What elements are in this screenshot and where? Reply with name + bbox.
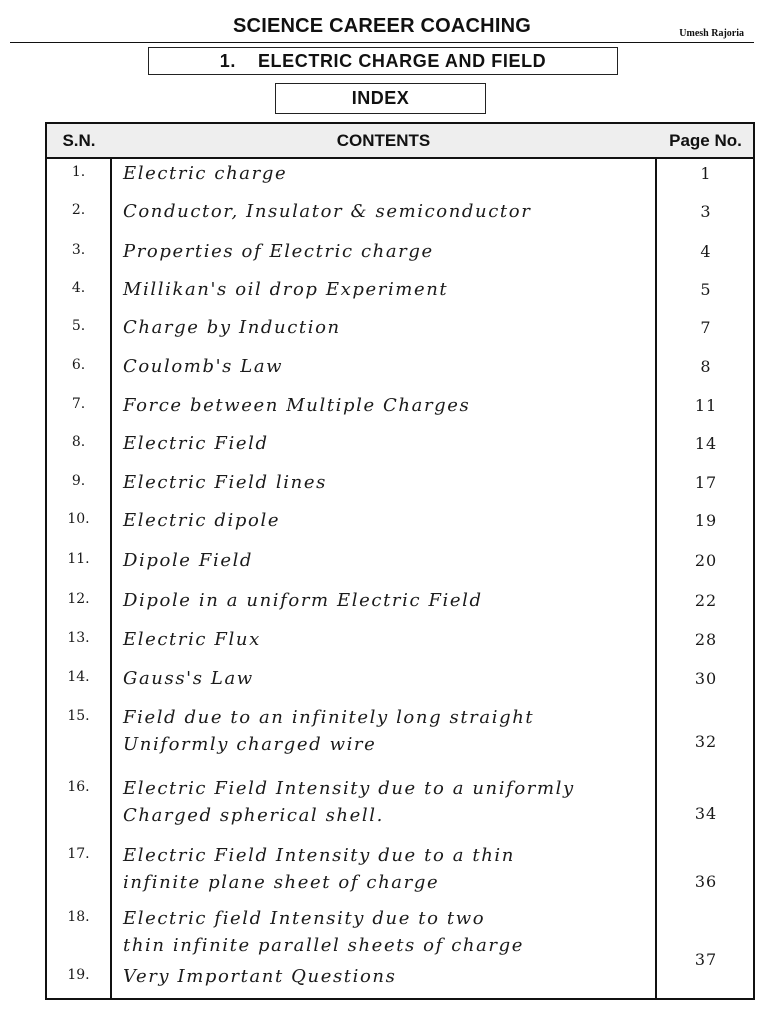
row-topic: Charged spherical shell. (123, 805, 384, 826)
row-topic: Electric Field lines (123, 472, 327, 493)
row-topic: Coulomb's Law (123, 356, 284, 377)
row-topic: Charge by Induction (123, 317, 341, 338)
row-topic: Millikan's oil drop Experiment (123, 279, 449, 300)
row-sn: 14. (67, 669, 90, 685)
row-sn: 12. (67, 591, 90, 607)
row-page-number: 4 (700, 242, 712, 261)
org-title: SCIENCE CAREER COACHING (233, 15, 531, 37)
index-title-box (275, 83, 486, 114)
row-topic: Electric field Intensity due to two (123, 908, 486, 929)
row-page-number: 34 (694, 804, 718, 823)
row-page-number: 36 (694, 872, 718, 891)
row-page-number: 28 (694, 630, 718, 649)
row-page-number: 19 (694, 511, 718, 530)
row-sn: 6. (71, 357, 86, 373)
row-sn: 10. (67, 511, 90, 527)
index-table (45, 122, 755, 1000)
row-topic: Electric Field Intensity due to a uniformly (123, 778, 575, 799)
row-sn: 3. (71, 242, 86, 258)
row-topic: Conductor, Insulator & semiconductor (123, 201, 532, 222)
row-sn: 4. (71, 280, 86, 296)
row-topic: Electric dipole (123, 510, 281, 531)
row-topic: Dipole Field (123, 550, 254, 571)
row-topic: Dipole in a uniform Electric Field (123, 590, 483, 611)
chapter-title-box (148, 47, 618, 75)
row-sn: 5. (71, 318, 86, 334)
row-page-number: 5 (700, 280, 712, 299)
row-sn: 2. (71, 202, 86, 218)
header-sn: S.N. (62, 130, 96, 150)
row-topic: Gauss's Law (123, 668, 254, 689)
row-sn: 19. (67, 967, 90, 983)
row-page-number: 14 (694, 434, 718, 453)
row-topic: Properties of Electric charge (123, 241, 434, 262)
row-sn: 13. (67, 630, 90, 646)
row-topic: thin infinite parallel sheets of charge (123, 935, 524, 956)
row-page-number: 1 (700, 164, 712, 183)
author-name: Umesh Rajoria (679, 28, 744, 39)
row-page-number: 37 (694, 950, 718, 969)
chapter-title: ELECTRIC CHARGE AND FIELD (257, 50, 547, 71)
row-sn: 8. (71, 434, 86, 450)
index-title: INDEX (351, 88, 410, 108)
row-topic: Very Important Questions (123, 966, 397, 987)
row-sn: 18. (67, 909, 90, 925)
row-topic: Uniformly charged wire (123, 734, 377, 755)
row-topic: infinite plane sheet of charge (123, 872, 440, 893)
row-topic: Electric charge (123, 163, 288, 184)
row-sn: 15. (67, 708, 90, 724)
row-page-number: 17 (694, 473, 718, 492)
row-page-number: 22 (694, 591, 718, 610)
row-topic: Force between Multiple Charges (123, 395, 471, 416)
header-page-no: Page No. (669, 130, 742, 150)
row-page-number: 11 (694, 396, 718, 415)
row-page-number: 30 (694, 669, 718, 688)
row-topic: Field due to an infinitely long straight (123, 707, 535, 728)
row-sn: 9. (71, 473, 86, 489)
row-page-number: 7 (700, 318, 712, 337)
row-page-number: 8 (700, 357, 712, 376)
page-header (10, 14, 754, 43)
chapter-number: 1. (219, 50, 236, 71)
row-page-number: 3 (700, 202, 712, 221)
row-topic: Electric Field Intensity due to a thin (123, 845, 515, 866)
table-header (47, 124, 753, 159)
row-topic: Electric Field (123, 433, 269, 454)
row-sn: 7. (71, 396, 86, 412)
header-contents: CONTENTS (336, 130, 431, 150)
row-sn: 1. (71, 164, 86, 180)
row-sn: 17. (67, 846, 90, 862)
row-topic: Electric Flux (123, 629, 261, 650)
row-page-number: 20 (694, 551, 718, 570)
row-sn: 16. (67, 779, 90, 795)
row-sn: 11. (67, 551, 90, 567)
column-divider (110, 124, 112, 998)
row-page-number: 32 (694, 732, 718, 751)
